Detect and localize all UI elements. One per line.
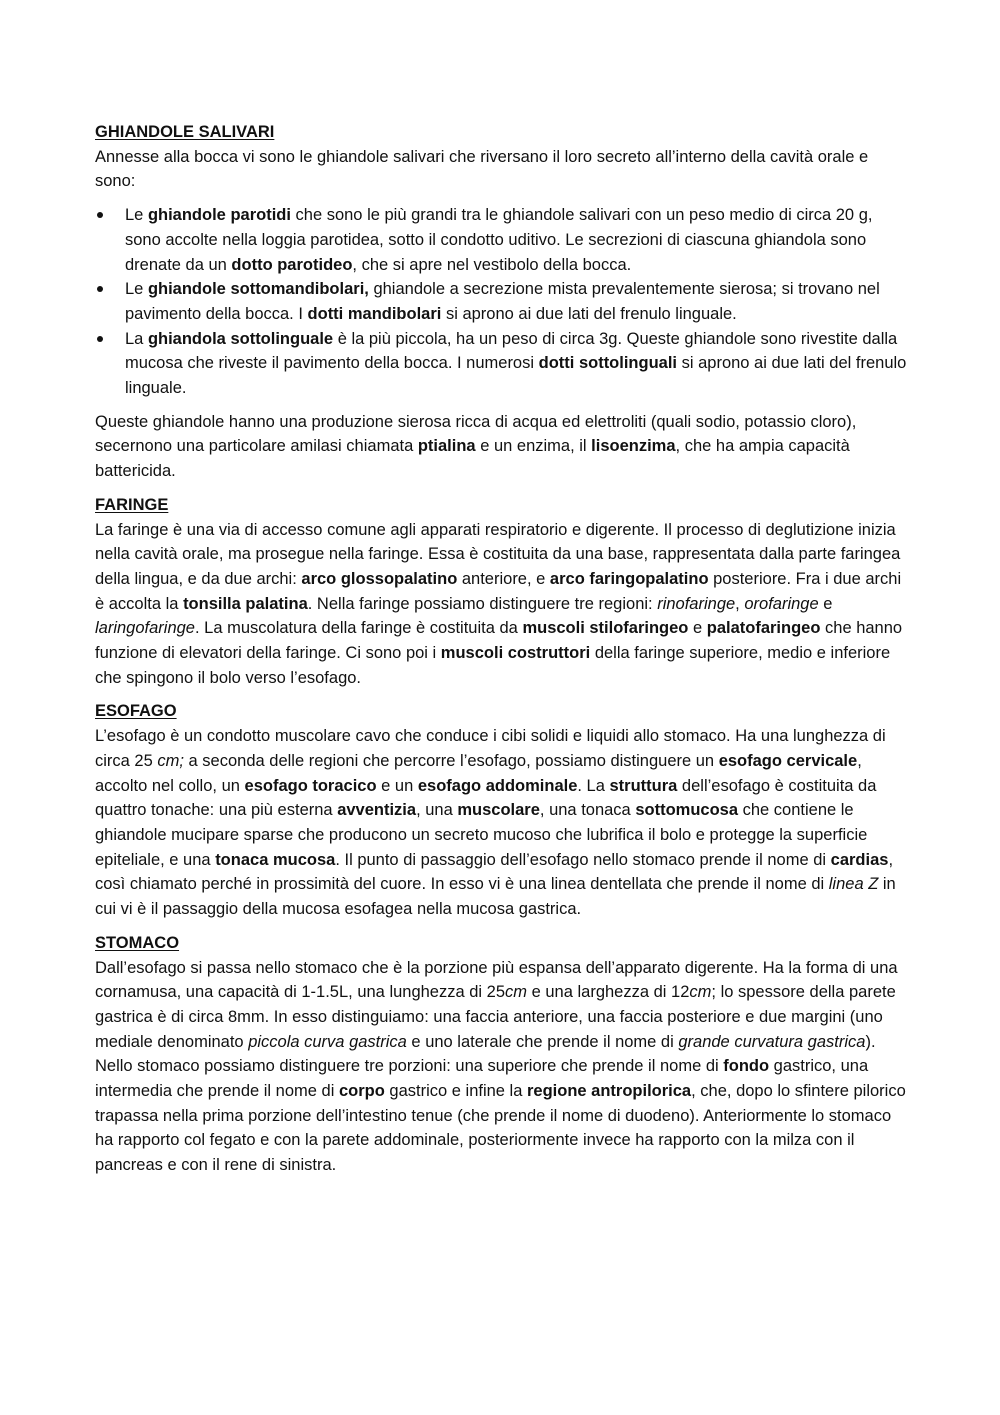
text-run: e una larghezza di 12: [527, 983, 690, 1002]
section-stomaco: [95, 931, 907, 1178]
text-run: che hanno funzione di elevatori della faringe. Ci sono poi i: [95, 619, 903, 663]
section-heading: FARINGE: [95, 495, 169, 514]
section-paragraph: [95, 518, 907, 691]
bold-term: avventizia: [337, 801, 417, 820]
text-run: che contiene le ghiandole mucipare sparse che producono un secreto mucoso che lubrifica il bolo e protegge la superficie epiteliale, e una: [95, 801, 868, 869]
text-run: che sono le più grandi tra le ghiandole salivari con un peso medio di circa 20 g, sono accolte nella loggia parotidea, sotto il condotto uditivo. Le secrezioni di ciascuna ghiandola sono drenate da un: [125, 206, 873, 274]
text-run: , così chiamato perché in prossimità del cuore. In esso vi è una linea dentellata che prende il nome di: [95, 850, 894, 894]
bold-term: tonaca mucosa: [215, 850, 336, 869]
text-run: gastrico, una intermedia che prende il nome di: [95, 1057, 869, 1101]
text-run: , che, dopo lo sfintere pilorico trapassa nella prima porzione dell’intestino tenue (che prende il nome di duodeno). Anteriormente lo stomaco ha rapporto col fegato e con la parete addominale, posteriormente invece ha rapporto con la milza con il pancreas e con il rene di sinistra.: [95, 1082, 906, 1175]
bold-term: dotti mandibolari: [307, 304, 442, 323]
section-intro: Annesse alla bocca vi sono le ghiandole salivari che riversano il loro secreto all’interno della cavità orale e sono:: [95, 147, 869, 191]
text-run: . Nella faringe possiamo distinguere tre regioni:: [307, 594, 658, 613]
bold-term: regione antropilorica: [527, 1082, 692, 1101]
bold-term: esofago cervicale: [718, 751, 858, 770]
text-run: è la più piccola, ha un peso di circa 3g. Queste ghiandole sono rivestite dalla mucosa che riveste il pavimento della bocca. I numerosi: [125, 329, 898, 373]
italic-term: grande curvatura gastrica: [678, 1032, 866, 1051]
gland-list: [95, 203, 907, 401]
text-run: anteriore, e: [457, 569, 550, 588]
bold-term: lisoenzima: [591, 437, 676, 456]
list-item: [125, 327, 907, 401]
bold-term: arco faringopalatino: [549, 569, 709, 588]
text-run: . Il punto di passaggio dell’esofago nello stomaco prende il nome di: [335, 850, 831, 869]
text-run: si aprono ai due lati del frenulo linguale.: [125, 354, 907, 398]
text-run: , una tonaca: [539, 801, 636, 820]
bold-term: dotto parotideo: [231, 255, 353, 274]
section-heading: GHIANDOLE SALIVARI: [95, 123, 275, 141]
text-run: e: [818, 594, 833, 613]
text-run: Le: [125, 280, 148, 299]
document-page: [95, 120, 907, 1187]
text-run: gastrico e infine la: [384, 1082, 527, 1101]
bold-term: esofago addominale: [417, 776, 578, 795]
text-run: si aprono ai due lati del frenulo linguale.: [441, 304, 737, 323]
text-run: a seconda delle regioni che percorre l’esofago, possiamo distinguere un: [183, 751, 719, 770]
bold-term: struttura: [609, 776, 678, 795]
section-paragraph: [95, 410, 907, 484]
bold-term: ghiandole parotidi: [147, 206, 291, 225]
text-run: e un: [376, 776, 418, 795]
text-run: ). Nello stomaco possiamo distinguere tre porzioni: una superiore che prende il nome di: [95, 1032, 876, 1076]
text-run: e: [688, 619, 707, 638]
section-heading: STOMACO: [95, 933, 180, 952]
bold-term: palatofaringeo: [706, 619, 821, 638]
bold-term: corpo: [338, 1082, 385, 1101]
italic-term: cm: [689, 983, 712, 1002]
italic-term: cm: [505, 983, 528, 1002]
text-run: Le: [125, 206, 148, 225]
bold-term: muscoli stilofaringeo: [522, 619, 689, 638]
section-esofago: [95, 699, 907, 921]
bold-term: ghiandole sottomandibolari,: [147, 280, 369, 299]
bold-term: muscoli costruttori: [440, 644, 591, 663]
section-paragraph: [95, 724, 907, 922]
section-paragraph: [95, 956, 907, 1178]
italic-term: linea Z: [828, 875, 879, 894]
text-run: , accolto nel collo, un: [95, 751, 862, 795]
text-run: La: [125, 329, 148, 348]
bold-term: ghiandola sottolinguale: [147, 329, 334, 348]
section-heading: ESOFAGO: [95, 702, 177, 721]
italic-term: laringofaringe: [95, 619, 195, 638]
section-faringe: [95, 493, 907, 691]
text-run: , una: [416, 801, 458, 820]
text-run: L’esofago è un condotto muscolare cavo che conduce i cibi solidi e liquidi allo stomaco. Ha una lunghezza di circa 25: [95, 727, 886, 770]
text-run: . La muscolatura della faringe è costituita da: [194, 619, 523, 638]
bold-term: dotti sottolinguali: [538, 354, 678, 373]
bold-term: esofago toracico: [244, 776, 377, 795]
bold-term: muscolare: [457, 801, 540, 820]
text-run: dell’esofago è costituita da quattro tonache: una più esterna: [95, 776, 877, 820]
text-run: . La: [577, 776, 610, 795]
bold-term: cardias: [830, 850, 889, 869]
text-run: e un enzima, il: [475, 437, 592, 456]
text-run: della faringe superiore, medio e inferiore che spingono il bolo verso l’esofago.: [95, 644, 891, 687]
bold-term: ptialina: [417, 437, 476, 456]
italic-term: rinofaringe: [657, 594, 736, 613]
text-run: , che ha ampia capacità battericida.: [95, 437, 850, 481]
text-run: La faringe è una via di accesso comune agli apparati respiratorio e digerente. Il processo di deglutizione inizia nella cavità orale, ma prosegue nella faringe. Essa è costituita da una base, rappresentata dalla parte faringea della lingua, e da due archi:: [95, 520, 901, 588]
text-run: e uno laterale che prende il nome di: [406, 1032, 679, 1051]
text-run: ,: [735, 594, 745, 613]
text-run: ghiandole a secrezione mista prevalentemente sierosa; si trovano nel pavimento della bocca. I: [125, 280, 880, 323]
section-ghiandole-salivari: [95, 120, 907, 484]
text-run: posteriore. Fra i due archi è accolta la: [95, 569, 902, 613]
bold-term: fondo: [723, 1057, 770, 1076]
list-item: [125, 203, 907, 277]
list-item: [125, 277, 907, 326]
text-run: ; lo spessore della parete gastrica è di circa 8mm. In esso distinguiamo: una faccia anteriore, una faccia posteriore e due margini (uno mediale denominato: [95, 983, 896, 1051]
bold-term: arco glossopalatino: [301, 569, 458, 588]
text-run: , che si apre nel vestibolo della bocca.: [352, 255, 632, 274]
text-run: Queste ghiandole hanno una produzione sierosa ricca di acqua ed elettroliti (quali sodio, potassio cloro), secernono una particolare amilasi chiamata: [95, 412, 857, 456]
bold-term: sottomucosa: [635, 801, 739, 820]
bold-term: tonsilla palatina: [183, 594, 308, 613]
italic-term: piccola curva gastrica: [248, 1032, 407, 1051]
italic-term: orofaringe: [744, 594, 819, 613]
text-run: in cui vi è il passaggio della mucosa esofagea nella mucosa gastrica.: [95, 875, 896, 919]
italic-term: cm;: [157, 751, 184, 770]
text-run: Dall’esofago si passa nello stomaco che è la porzione più espansa dell’apparato digerente. Ha la forma di una cornamusa, una capacità di 1-1.5L, una lunghezza di 25: [95, 958, 898, 1002]
